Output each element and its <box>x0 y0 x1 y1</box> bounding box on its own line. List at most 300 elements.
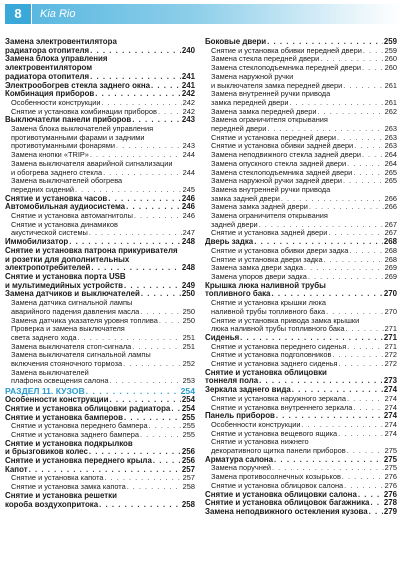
toc-page-number: 269 <box>384 264 397 273</box>
toc-entry <box>205 491 397 500</box>
toc-page-number: 261 <box>384 81 397 90</box>
dot-leader <box>116 142 182 151</box>
toc-entry-title: Замена выключателя сигнальной лампы <box>11 351 151 360</box>
toc-subentry <box>205 473 397 482</box>
toc-subentry <box>205 421 397 430</box>
toc-entry-title: РАЗДЕЛ 11. КУЗОВ <box>5 386 85 397</box>
toc-subentry <box>205 351 397 360</box>
toc-page-number: 243 <box>181 116 195 125</box>
toc-right-column <box>205 38 397 517</box>
toc-entry-title: Снятие и установка обивки передней двери <box>211 46 362 55</box>
toc-page-number: 274 <box>384 420 397 429</box>
dot-leader <box>301 421 383 430</box>
toc-page-number: 276 <box>384 481 397 490</box>
toc-subentry <box>205 395 397 404</box>
toc-page-number: 253 <box>182 377 195 386</box>
toc-entry-title: Снятие и установка автомагнитолы <box>11 212 133 221</box>
dot-leader <box>290 99 384 108</box>
toc-subentry <box>5 369 195 378</box>
toc-entry-title: Снятие и установка передней двери <box>211 133 337 142</box>
toc-subentry <box>205 125 397 134</box>
toc-entry-title: Замена упоров двери задка <box>211 272 307 281</box>
toc-subentry <box>5 99 195 108</box>
toc-entry-title: передней двери <box>211 125 267 134</box>
toc-entry-title: Замена наружной ручки задней двери <box>211 177 343 186</box>
toc-entry-title: и мультимедийных устройств <box>5 281 124 290</box>
toc-subentry <box>205 108 397 117</box>
toc-page-number: 242 <box>181 90 195 99</box>
toc-entry-title: Снятие и установка решетки <box>5 491 117 500</box>
dot-leader <box>292 386 383 395</box>
toc-entry-title: Снятие и установка замка капота <box>11 483 126 492</box>
toc-entry <box>205 508 397 517</box>
toc-entry-title: Замена стеклоподъемника передней двери <box>211 64 361 73</box>
toc-entry-title: Снятие и установка комбинации приборов <box>11 107 157 116</box>
toc-subentry <box>205 186 397 195</box>
dot-leader <box>103 169 182 178</box>
toc-page-number: 259 <box>384 46 397 55</box>
header-band <box>32 4 402 24</box>
toc-subentry <box>205 99 397 108</box>
toc-subentry <box>205 169 397 178</box>
toc-page-number: 261 <box>384 98 397 107</box>
toc-page-number: 257 <box>181 465 195 474</box>
toc-entry-title: Замена ограничителя открывания <box>211 212 328 221</box>
toc-entry-title: Замена датчика указателя уровня топлива <box>11 316 158 325</box>
toc-page-number: 275 <box>384 447 397 456</box>
toc-entry-title: Снятие и установка динамиков <box>11 220 118 229</box>
toc-subentry <box>5 169 195 178</box>
toc-page-number: 264 <box>384 151 397 160</box>
dot-leader <box>353 169 383 178</box>
dot-leader <box>90 73 181 82</box>
toc-subentry <box>5 360 195 369</box>
toc-page-number: 274 <box>384 394 397 403</box>
toc-entry-title: и обогрева заднего стекла <box>11 168 103 177</box>
toc-subentry <box>205 247 397 256</box>
toc-subentry <box>205 203 397 212</box>
dot-leader <box>267 38 383 47</box>
toc-entry-title: Замена замка двери задка <box>211 264 304 273</box>
toc-entry-title: передних сидений <box>11 185 75 194</box>
dot-leader <box>344 482 384 491</box>
dot-leader <box>171 405 181 414</box>
toc-entry-title: топливного бака <box>205 290 271 299</box>
toc-page-number: 263 <box>384 125 397 134</box>
toc-entry-title: Замена поручней <box>211 464 272 473</box>
toc-page-number: 255 <box>182 430 195 439</box>
toc-page-number: 244 <box>182 151 195 160</box>
toc-entry-title: Особенности конструкции <box>211 420 301 429</box>
toc-entry-title: Крышка люка наливной трубы <box>205 281 326 290</box>
toc-subentry <box>5 317 195 326</box>
dot-leader <box>140 431 182 440</box>
dot-leader <box>346 325 384 334</box>
toc-page-number: 246 <box>181 194 195 203</box>
dot-leader <box>370 499 382 508</box>
toc-entry <box>5 238 195 247</box>
toc-left-column <box>5 38 195 509</box>
toc-subentry <box>5 308 195 317</box>
toc-entry-title: Замена выключателя аварийной сигнализации <box>11 159 173 168</box>
toc-page-number: 245 <box>182 185 195 194</box>
dot-leader <box>141 290 181 299</box>
toc-entry-title: Снятие и установка подкрылков <box>5 439 133 448</box>
toc-subentry <box>205 160 397 169</box>
toc-entry <box>205 282 397 291</box>
toc-entry-title: Снятие и установка переднего сиденья <box>211 342 347 351</box>
toc-subentry <box>205 404 397 413</box>
toc-entry <box>5 405 195 414</box>
toc-page-number: 252 <box>182 360 195 369</box>
toc-subentry <box>205 195 397 204</box>
toc-page-number: 241 <box>181 81 195 90</box>
toc-page-number: 268 <box>384 246 397 255</box>
toc-entry-title: Снятие и установка облицовки салона <box>205 490 357 499</box>
toc-entry <box>5 290 195 299</box>
toc-subentry <box>5 377 195 386</box>
toc-entry-title: короба воздухопритока <box>5 500 99 509</box>
toc-subentry <box>5 334 195 343</box>
toc-entry-title: Замена внутренней ручки привода <box>211 185 331 194</box>
toc-entry-title: Арматура салона <box>205 455 274 464</box>
dot-leader <box>123 360 181 369</box>
toc-subentry <box>205 299 397 308</box>
toc-page-number: 262 <box>384 107 397 116</box>
dot-leader <box>132 343 181 352</box>
toc-page-number: 263 <box>384 133 397 142</box>
toc-entry-title: Иммобилизатор <box>5 238 69 247</box>
dot-leader <box>362 64 384 73</box>
toc-page-number: 257 <box>182 474 195 483</box>
toc-entry-title: Замена стеклоподъемника задней двери <box>211 168 353 177</box>
toc-page-number: 274 <box>384 429 397 438</box>
toc-subentry <box>5 343 195 352</box>
toc-entry <box>5 38 195 47</box>
toc-page-number: 244 <box>182 168 195 177</box>
toc-entry-title: Замена внутренней ручки привода <box>211 90 331 99</box>
toc-entry <box>5 466 195 475</box>
dot-leader <box>95 90 181 99</box>
toc-subentry <box>205 360 397 369</box>
toc-entry <box>5 282 195 291</box>
toc-entry-title: Замена блока выключателей управления <box>11 125 154 134</box>
toc-page-number: 267 <box>384 229 397 238</box>
dot-leader <box>353 404 383 413</box>
page-header <box>0 0 402 30</box>
toc-subentry <box>205 308 397 317</box>
dot-leader <box>259 377 383 386</box>
dot-leader <box>101 99 181 108</box>
toc-subentry <box>5 474 195 483</box>
toc-page-number: 263 <box>384 142 397 151</box>
dot-leader <box>339 360 384 369</box>
toc-entry-title: люка наливной трубы топливного бака <box>211 325 345 334</box>
toc-subentry <box>205 343 397 352</box>
toc-entry <box>205 499 397 508</box>
toc-entry-title: Капот <box>5 465 28 474</box>
toc-subentry <box>205 55 397 64</box>
toc-entry-title: Снятие и установка задней двери <box>211 229 328 238</box>
toc-entry-title: Снятие и установка переднего бампера <box>11 422 148 431</box>
dot-leader <box>75 186 182 195</box>
toc-entry-title: Электрообогрев стекла заднего окна <box>5 81 150 90</box>
toc-page-number: 248 <box>181 264 195 273</box>
dot-leader <box>328 229 383 238</box>
dot-leader <box>91 264 180 273</box>
toc-entry-title: Автомобильная аудиосистема <box>5 203 126 212</box>
toc-page-number: 246 <box>182 212 195 221</box>
toc-subentry <box>5 125 195 134</box>
dot-leader <box>124 282 181 291</box>
dot-leader <box>349 247 383 256</box>
toc-subentry <box>205 82 397 91</box>
dot-leader <box>343 82 383 91</box>
toc-page-number: 271 <box>384 342 397 351</box>
toc-entry-title: Особенности конструкции <box>11 98 101 107</box>
dot-leader <box>109 396 180 405</box>
toc-subentry <box>205 134 397 143</box>
toc-page-number: 272 <box>384 360 397 369</box>
toc-entry-title: Снятие и установка заднего бампера <box>11 430 139 439</box>
toc-entry-title: Снятие и установка двери задка <box>211 255 323 264</box>
toc-page-number: 260 <box>384 55 397 64</box>
toc-subentry <box>205 64 397 73</box>
dot-leader <box>369 508 383 517</box>
section-heading <box>5 386 195 396</box>
dot-leader <box>89 448 181 457</box>
dot-leader <box>108 195 181 204</box>
toc-page-number: 270 <box>383 290 397 299</box>
toc-subentry <box>205 273 397 282</box>
dot-leader <box>267 125 383 134</box>
toc-subentry <box>205 90 397 99</box>
toc-entry-title: Замена наружной ручки <box>211 72 294 81</box>
toc-entry-title: электропотребителей <box>5 264 91 273</box>
toc-entry-title: Дверь задка <box>205 238 254 247</box>
dot-leader <box>332 351 383 360</box>
toc-page-number: 250 <box>182 316 195 325</box>
toc-entry-title: Снятие и установка облицовок салона <box>211 481 344 490</box>
dot-leader <box>308 273 384 282</box>
dot-leader <box>362 151 384 160</box>
toc-subentry <box>5 431 195 440</box>
toc-subentry <box>5 299 195 308</box>
dot-leader <box>272 464 384 473</box>
dot-leader <box>89 229 182 238</box>
toc-entry-title: Замена замка передней двери <box>211 107 317 116</box>
toc-entry-title: Замена ограничителя открывания <box>211 116 328 125</box>
toc-entry <box>5 396 195 405</box>
toc-entry-title: Снятие и установка наружного зеркала <box>211 394 346 403</box>
toc-entry <box>205 38 397 47</box>
dot-leader <box>320 55 383 64</box>
toc-page-number: 275 <box>383 455 397 464</box>
toc-page-number: 247 <box>182 229 195 238</box>
dot-leader <box>309 203 384 212</box>
toc-entry-title: радиатора отопителя <box>5 46 90 55</box>
dot-leader <box>153 457 181 466</box>
dot-leader <box>347 447 384 456</box>
toc-page-number: 246 <box>181 203 195 212</box>
toc-entry-title: Замена опускного стекла задней двери <box>211 159 347 168</box>
toc-entry <box>5 264 195 273</box>
toc-page-number: 265 <box>384 168 397 177</box>
page-number: 8 <box>5 4 31 24</box>
dot-leader <box>159 317 182 326</box>
toc-entry-title: Снятие и установка порта USB <box>5 272 126 281</box>
toc-page-number: 240 <box>181 46 195 55</box>
toc-entry <box>5 457 195 466</box>
toc-entry-title: Снятие и установка привода замка крышки <box>211 316 360 325</box>
toc-entry <box>5 256 195 265</box>
dot-leader <box>158 108 182 117</box>
toc-page-number: 267 <box>384 220 397 229</box>
toc-page-number: 249 <box>181 281 195 290</box>
dot-leader <box>324 256 384 265</box>
toc-entry-title: Замена выключателя стоп-сигнала <box>11 342 132 351</box>
toc-subentry <box>205 325 397 334</box>
toc-entry-title: Снятие и установка внутреннего зеркала <box>211 403 353 412</box>
toc-entry-title: замка передней двери <box>211 98 289 107</box>
dot-leader <box>343 177 384 186</box>
toc-subentry <box>205 430 397 439</box>
toc-page-number: 242 <box>182 98 195 107</box>
dot-leader <box>132 116 181 125</box>
toc-entry-title: Замена выключателей обогрева <box>11 177 123 186</box>
dot-leader <box>347 343 383 352</box>
toc-subentry <box>5 229 195 238</box>
toc-entry-title: Комбинация приборов <box>5 90 95 99</box>
toc-subentry <box>5 422 195 431</box>
toc-page-number: 254 <box>181 404 195 413</box>
toc-entry <box>5 73 195 82</box>
toc-page-number: 276 <box>384 473 397 482</box>
dot-leader <box>69 238 181 247</box>
toc-entry-title: Замена кнопки «TRIP» <box>11 151 89 160</box>
toc-page-number: 269 <box>384 272 397 281</box>
toc-entry-title: противотуманными фонарями <box>11 142 115 151</box>
dot-leader <box>86 386 180 396</box>
toc-entry-title: Снятие и установка облицовки радиатора <box>5 404 171 413</box>
toc-page-number: 250 <box>181 290 195 299</box>
toc-page-number: 255 <box>181 413 195 422</box>
toc-subentry <box>205 221 397 230</box>
dot-leader <box>99 501 181 510</box>
toc-entry-title: Замена неподвижного стекла задней двери <box>211 151 361 160</box>
dot-leader <box>318 108 384 117</box>
toc-page-number: 256 <box>181 457 195 466</box>
toc-entry-title: Замена противосолнечных козырьков <box>211 473 341 482</box>
toc-page-number: 266 <box>384 203 397 212</box>
toc-page-number: 264 <box>384 159 397 168</box>
toc-entry-title: Боковые двери <box>205 38 267 46</box>
toc-subentry <box>5 186 195 195</box>
toc-page-number: 274 <box>384 403 397 412</box>
toc-entry-title: задней двери <box>211 220 258 229</box>
toc-subentry <box>205 256 397 265</box>
toc-entry-title: Проверка и замена выключателя <box>11 325 125 334</box>
dot-leader <box>347 395 384 404</box>
toc-page-number: 251 <box>182 342 195 351</box>
toc-entry <box>5 82 195 91</box>
toc-entry-title: Панель приборов <box>205 412 275 421</box>
dot-leader <box>274 456 383 465</box>
toc-subentry <box>5 177 195 186</box>
toc-subentry <box>205 438 397 447</box>
toc-entry-title: наливной трубы топливного бака <box>211 307 326 316</box>
toc-entry-title: декоративного щитка панели приборов <box>211 447 346 456</box>
toc-entry <box>5 64 195 73</box>
toc-entry-title: Снятие и установка вещевого ящика <box>211 429 338 438</box>
toc-entry-title: Снятие и установка обивки задней двери <box>211 142 354 151</box>
toc-page-number: 259 <box>383 38 397 46</box>
toc-subentry <box>5 351 195 360</box>
toc-entry <box>5 195 195 204</box>
toc-page-number: 260 <box>384 64 397 73</box>
toc-page-number: 271 <box>384 325 397 334</box>
toc-entry-title: Снятие и установка крышки люка <box>211 299 327 308</box>
toc-page-number: 250 <box>182 307 195 316</box>
toc-entry-title: замка задней двери <box>211 194 280 203</box>
toc-entry <box>205 377 397 386</box>
toc-entry-title: и брызговиков колес <box>5 448 88 457</box>
toc-entry-title: Выключатели панели приборов <box>5 116 132 125</box>
toc-entry-title: радиатора отопителя <box>5 72 90 81</box>
toc-subentry <box>205 264 397 273</box>
toc-entry-title: Снятие и установка обивки двери задка <box>211 246 349 255</box>
toc-subentry <box>5 160 195 169</box>
dot-leader <box>78 334 182 343</box>
toc-page-number: 258 <box>181 500 195 509</box>
toc-subentry <box>5 134 195 143</box>
toc-entry <box>5 47 195 56</box>
dot-leader <box>149 422 182 431</box>
toc-subentry <box>205 142 397 151</box>
toc-subentry <box>205 482 397 491</box>
toc-page-number: 254 <box>181 396 195 405</box>
dot-leader <box>126 203 181 212</box>
toc-entry-title: акустической системы <box>11 229 88 238</box>
toc-page-number: 275 <box>384 464 397 473</box>
toc-page-number: 242 <box>182 107 195 116</box>
toc-page-number: 276 <box>383 490 397 499</box>
toc-entry-title: Зеркала заднего вида <box>205 386 291 395</box>
toc-entry <box>5 448 195 457</box>
toc-entry-title: электровентилятором <box>5 64 93 73</box>
toc-subentry <box>5 142 195 151</box>
toc-subentry <box>5 483 195 492</box>
dot-leader <box>363 47 384 56</box>
toc-entry-title: Снятие и установка переднего крыла <box>5 457 152 466</box>
toc-subentry <box>205 151 397 160</box>
toc-entry-title: Сиденья <box>205 333 240 342</box>
toc-subentry <box>5 108 195 117</box>
toc-entry-title: Снятие и установка подголовников <box>211 351 332 360</box>
toc-entry <box>205 290 397 299</box>
toc-page-number: 268 <box>383 238 397 247</box>
toc-entry-title: противотуманными фарами и задними <box>11 133 145 142</box>
toc-page-number: 278 <box>383 499 397 508</box>
toc-page-number: 270 <box>384 307 397 316</box>
dot-leader <box>259 221 384 230</box>
dot-leader <box>276 412 383 421</box>
toc-entry <box>5 492 195 501</box>
dot-leader <box>90 47 181 56</box>
toc-page-number: 256 <box>181 448 195 457</box>
toc-entry-title: Снятие и установка облицовки <box>205 368 327 377</box>
toc-page-number: 243 <box>182 142 195 151</box>
